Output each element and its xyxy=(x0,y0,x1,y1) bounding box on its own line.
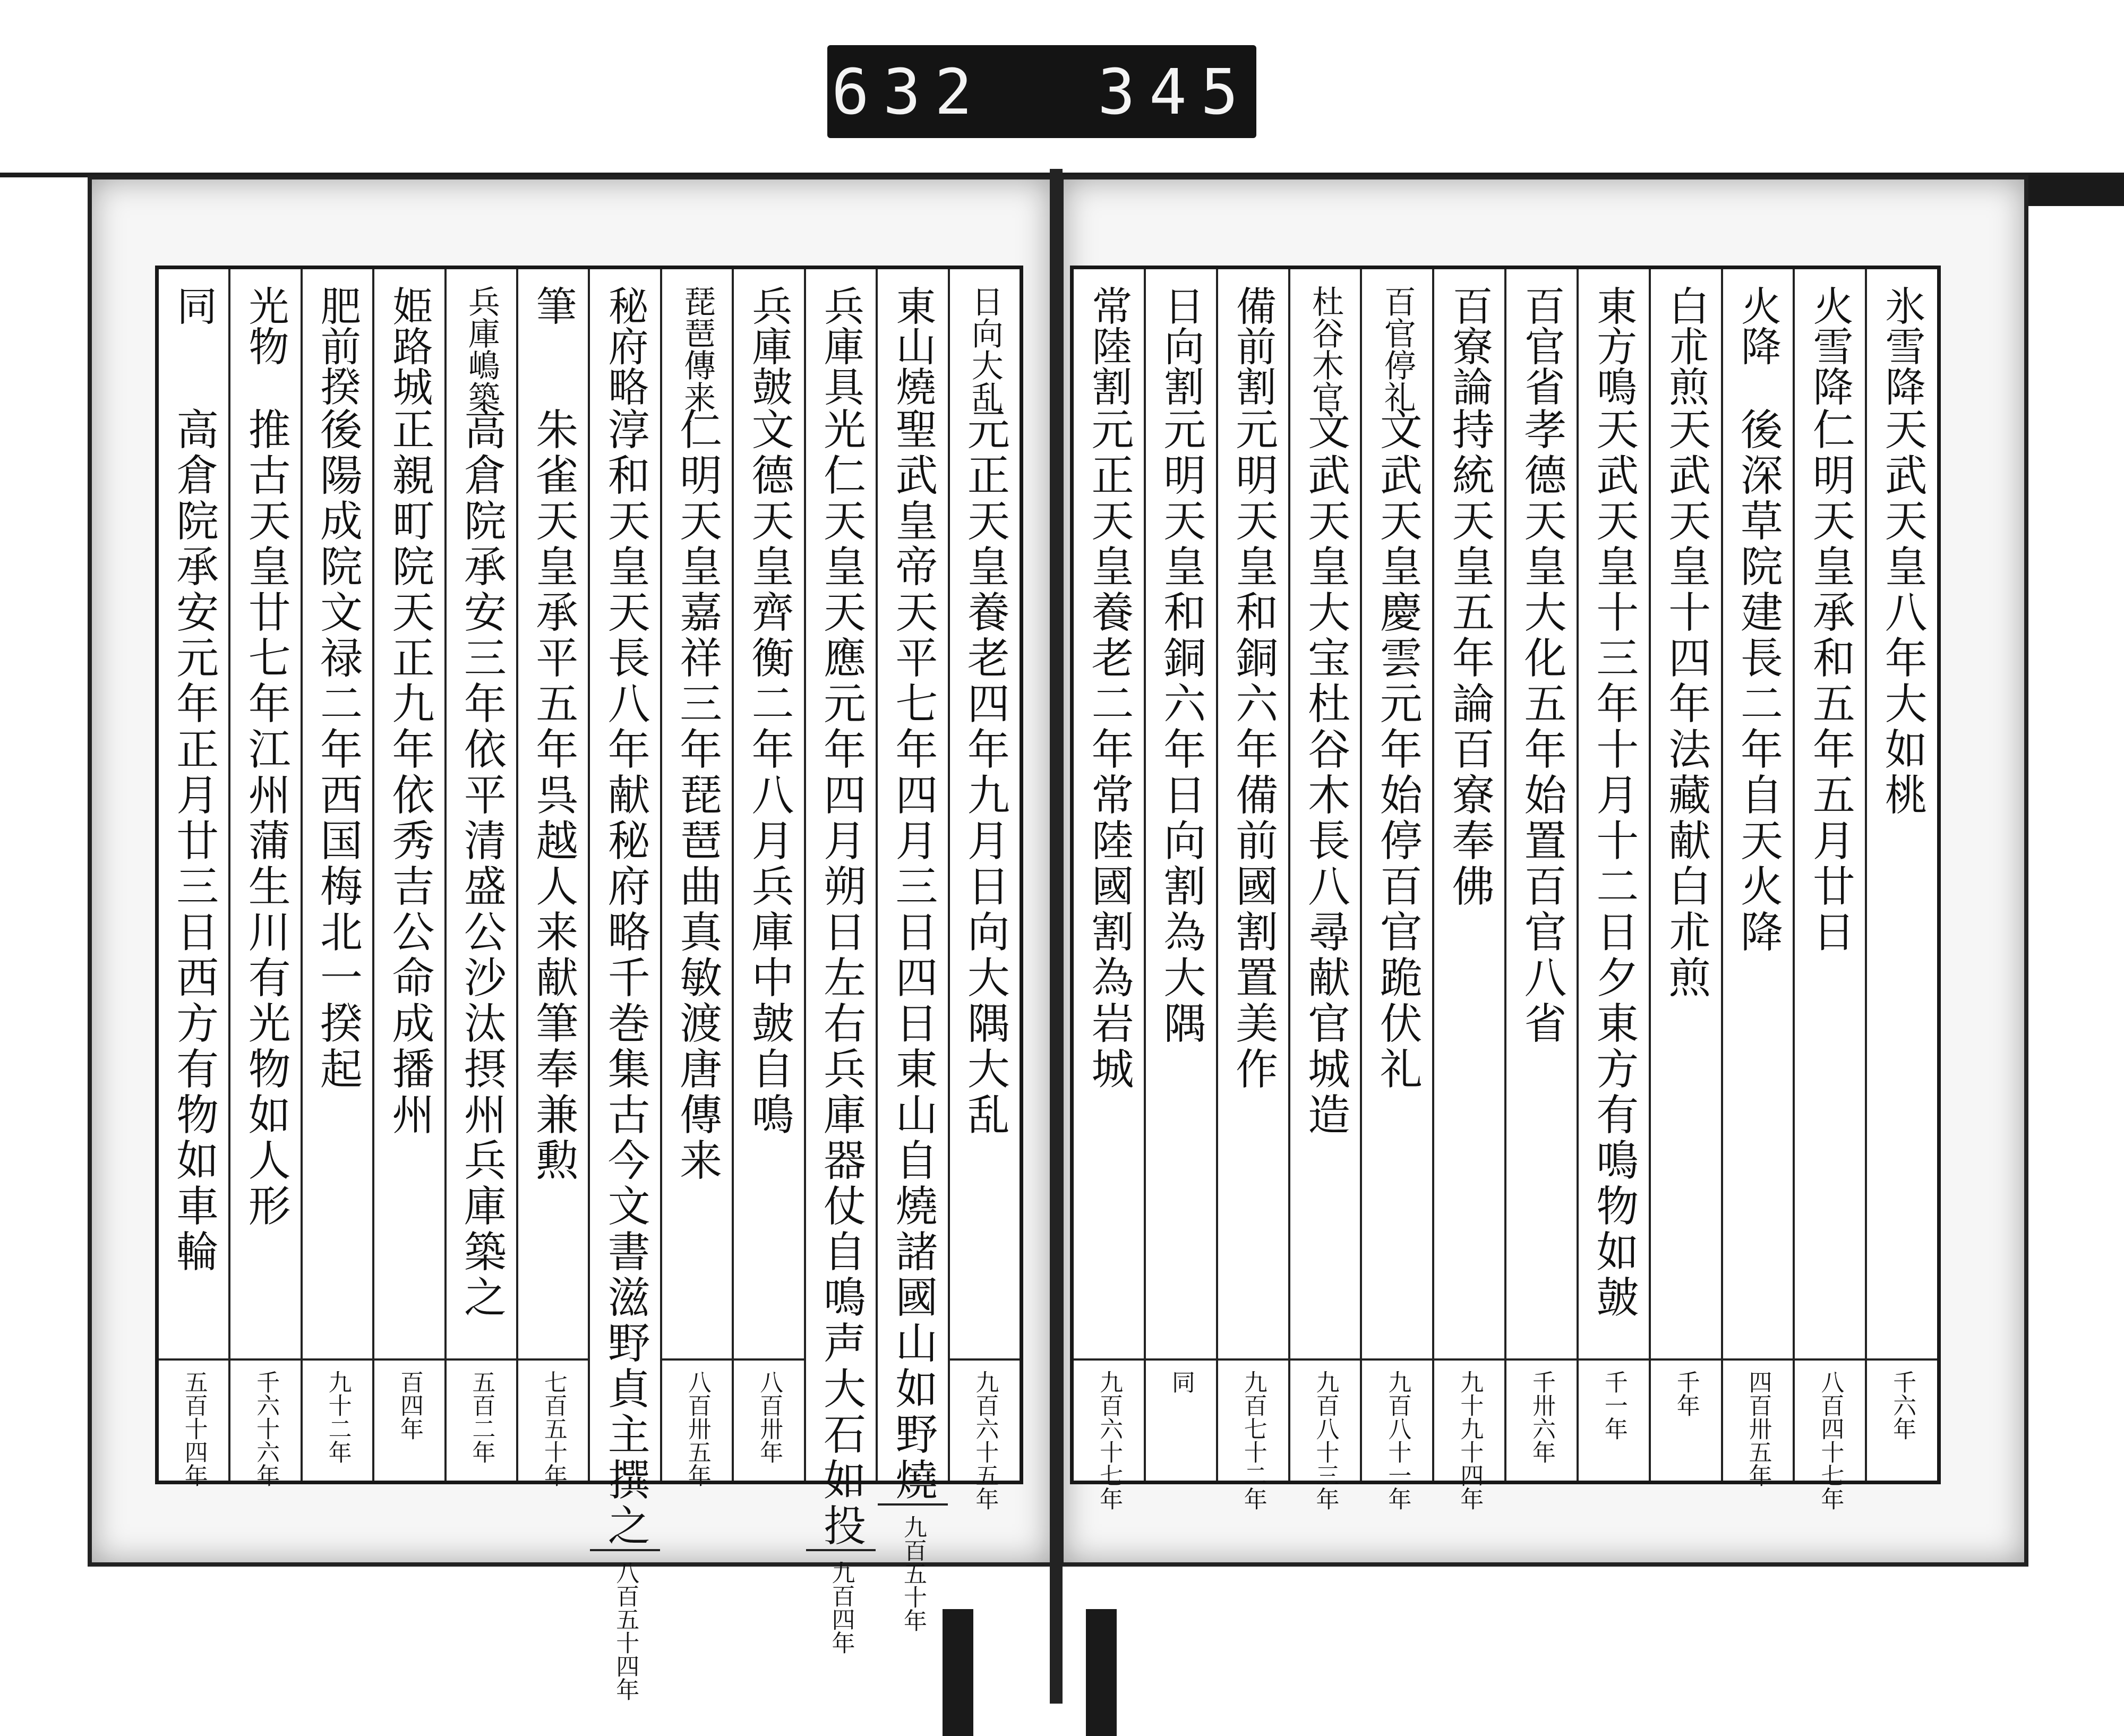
years-note-text: 九百八十三年 xyxy=(1312,1370,1339,1510)
table-column xyxy=(1577,269,1649,1481)
entry-heading: 筆 xyxy=(529,285,577,326)
entry-years-note xyxy=(734,1358,803,1481)
entry-years-note xyxy=(1362,1358,1432,1510)
years-note-text: 九百四年 xyxy=(827,1561,855,1654)
entry-heading: 百官省 xyxy=(1518,285,1565,406)
table-column xyxy=(1216,269,1288,1510)
entry-years-note xyxy=(1579,1358,1649,1481)
years-note-text: 七百五十年 xyxy=(539,1370,567,1487)
table-column xyxy=(1649,269,1721,1481)
entry-text: 持統天皇五年論百寮奉佛 xyxy=(1445,407,1495,910)
table-column xyxy=(516,269,588,1487)
years-note-text: 千一年 xyxy=(1600,1370,1628,1440)
entry-years-note xyxy=(1434,1358,1504,1510)
years-note-text: 八百四十七年 xyxy=(1817,1370,1844,1510)
entry-text: 仁明天皇嘉祥三年琵琶曲真敏渡唐傳来 xyxy=(672,407,722,1184)
years-note-text: 九十九十四年 xyxy=(1456,1370,1484,1510)
entry-years-note xyxy=(1867,1358,1937,1481)
entry-text: 高倉院承安元年正月廿三日西方有物如車輪 xyxy=(169,407,219,1275)
book-stand-left xyxy=(943,1609,973,1736)
years-note-text: 四百卅五年 xyxy=(1744,1370,1772,1487)
entry-years-note xyxy=(1290,1358,1360,1510)
entry-years-note xyxy=(159,1358,228,1487)
table-column xyxy=(948,269,1020,1510)
entry-heading: 百寮論 xyxy=(1446,285,1494,406)
entry-text: 元明天皇和銅六年備前國割置美作 xyxy=(1228,407,1278,1092)
years-note-text: 千年 xyxy=(1672,1370,1700,1417)
entry-heading: 日向大乱 xyxy=(966,285,1004,413)
years-note-text: 九十二年 xyxy=(324,1370,352,1464)
table-column xyxy=(444,269,516,1481)
years-note-text: 九百七十二年 xyxy=(1239,1370,1267,1510)
book-spine xyxy=(1050,169,1063,1704)
entry-heading: 兵庫皷 xyxy=(745,285,793,406)
entry-heading: 兵庫嶋築 xyxy=(463,285,500,413)
entry-heading: 火降 xyxy=(1734,285,1782,366)
entry-text: 仁明天皇承和五年五月廿日 xyxy=(1805,407,1855,955)
entry-years-note xyxy=(1651,1358,1721,1481)
table-column xyxy=(1721,269,1793,1487)
entry-text: 推古天皇廿七年江州蒲生川有光物如人形 xyxy=(241,407,291,1229)
entry-text: 天武天皇八年大如桃 xyxy=(1878,407,1928,818)
entry-heading: 同 xyxy=(170,285,218,326)
entry-years-note xyxy=(1723,1358,1793,1487)
table-column xyxy=(301,269,372,1481)
table-column xyxy=(804,269,876,1654)
years-note-text: 八百卅年 xyxy=(756,1370,783,1464)
table-column xyxy=(1288,269,1360,1510)
archive-number-right: 345 xyxy=(1098,55,1253,129)
entry-years-note xyxy=(1795,1358,1865,1510)
entry-text: 聖武皇帝天平七年四月三日四日東山自燒諸國山如野燒 xyxy=(888,407,938,1503)
table-column xyxy=(1432,269,1504,1510)
entry-years-note xyxy=(1218,1358,1288,1510)
entry-text: 後深草院建長二年自天火降 xyxy=(1733,407,1783,955)
table-column xyxy=(1865,269,1937,1481)
entry-text: 朱雀天皇承平五年呉越人来献筆奉兼勲 xyxy=(528,407,578,1184)
entry-heading: 兵庫具 xyxy=(817,285,865,406)
years-note-text: 八百卅五年 xyxy=(683,1370,711,1487)
entry-text: 文德天皇齊衡二年八月兵庫中皷自鳴 xyxy=(744,407,794,1138)
entry-text: 後陽成院文禄二年西国梅北一揆起 xyxy=(313,407,363,1092)
table-column xyxy=(159,269,228,1487)
entry-text: 文武天皇慶雲元年始停百官跪伏礼 xyxy=(1373,407,1423,1092)
entry-heading: 姫路城 xyxy=(386,285,433,406)
entry-heading: 東方鳴 xyxy=(1590,285,1638,406)
table-column xyxy=(732,269,803,1481)
entry-text: 高倉院承安三年依平清盛公沙汰摂州兵庫築之 xyxy=(457,407,507,1321)
years-note-text: 八百五十四年 xyxy=(612,1561,639,1701)
entry-heading: 琵琶傳来 xyxy=(679,285,716,413)
entry-years-note xyxy=(1146,1358,1216,1481)
archive-number-label xyxy=(827,45,1256,138)
left-page-table xyxy=(155,266,1023,1701)
years-note-text: 五百二年 xyxy=(468,1370,495,1464)
table-column xyxy=(372,269,444,1481)
entry-heading: 白朮煎 xyxy=(1662,285,1710,406)
years-note-text: 九百六十五年 xyxy=(971,1370,999,1510)
entry-text: 孝德天皇大化五年始置百官八省 xyxy=(1517,407,1566,1047)
years-note-text: 九百六十七年 xyxy=(1095,1370,1123,1510)
entry-text: 文武天皇大宝杜谷木長八尋献官城造 xyxy=(1300,407,1350,1138)
entry-text: 天武天皇十三年十月十二日夕東方有鳴物如皷 xyxy=(1589,407,1639,1321)
right-page-table xyxy=(1070,266,1941,1510)
years-note-text: 百四年 xyxy=(396,1370,423,1440)
table-column xyxy=(1793,269,1865,1510)
entry-years-note xyxy=(662,1358,732,1487)
entry-years-note xyxy=(950,1358,1020,1510)
entry-text: 淳和天皇天長八年献秘府略千巻集古今文書滋野貞主撰之 xyxy=(601,407,650,1549)
entry-years-note xyxy=(806,1549,876,1654)
entry-heading: 杜谷木官 xyxy=(1306,285,1344,413)
entry-years-note xyxy=(878,1503,947,1632)
years-note-text: 千六十六年 xyxy=(252,1370,280,1487)
entry-heading: 東山燒 xyxy=(889,285,937,406)
table-column xyxy=(1074,269,1144,1510)
entry-text: 元明天皇和銅六年日向割為大隅 xyxy=(1156,407,1206,1047)
entry-text: 光仁天皇天應元年四月朔日左右兵庫器仗自鳴声大石如投 xyxy=(816,407,866,1549)
table-column xyxy=(588,269,660,1701)
years-note-text: 九百八十一年 xyxy=(1384,1370,1411,1510)
table-column xyxy=(876,269,947,1632)
entry-years-note xyxy=(303,1358,372,1481)
archive-number-left: 632 xyxy=(831,55,986,129)
entry-years-note xyxy=(1074,1358,1144,1510)
entry-heading: 光物 xyxy=(242,285,289,366)
entry-years-note xyxy=(447,1358,516,1481)
table-column xyxy=(1144,269,1216,1481)
entry-heading: 備前割 xyxy=(1229,285,1277,406)
entry-text: 天武天皇十四年法藏献白朮煎 xyxy=(1661,407,1711,1001)
table-column xyxy=(1360,269,1432,1510)
entry-heading: 常陸割 xyxy=(1085,285,1133,406)
table-column xyxy=(660,269,732,1487)
years-note-text: 同 xyxy=(1167,1370,1195,1393)
table-column xyxy=(1504,269,1577,1481)
entry-text: 元正天皇養老四年九月日向大隅大乱 xyxy=(960,407,1010,1138)
entry-text: 正親町院天正九年依秀吉公命成播州 xyxy=(384,407,434,1138)
entry-years-note xyxy=(374,1358,444,1481)
entry-heading: 火雪降 xyxy=(1806,285,1854,406)
entry-years-note xyxy=(230,1358,300,1487)
entry-heading: 氷雪降 xyxy=(1878,285,1926,406)
entry-heading: 肥前揆 xyxy=(314,285,362,406)
entry-heading: 百官停礼 xyxy=(1378,285,1416,413)
entry-text: 元正天皇養老二年常陸國割為岩城 xyxy=(1084,407,1134,1092)
table-column xyxy=(228,269,300,1487)
years-note-text: 千卅六年 xyxy=(1528,1370,1556,1464)
years-note-text: 千六年 xyxy=(1889,1370,1916,1440)
book-stand-right xyxy=(1086,1609,1117,1736)
entry-years-note xyxy=(518,1358,588,1487)
entry-heading: 秘府略 xyxy=(602,285,649,406)
years-note-text: 五百十四年 xyxy=(180,1370,208,1487)
entry-years-note xyxy=(590,1549,660,1701)
years-note-text: 九百五十年 xyxy=(899,1515,927,1632)
entry-heading: 日向割 xyxy=(1157,285,1205,406)
entry-years-note xyxy=(1506,1358,1577,1481)
